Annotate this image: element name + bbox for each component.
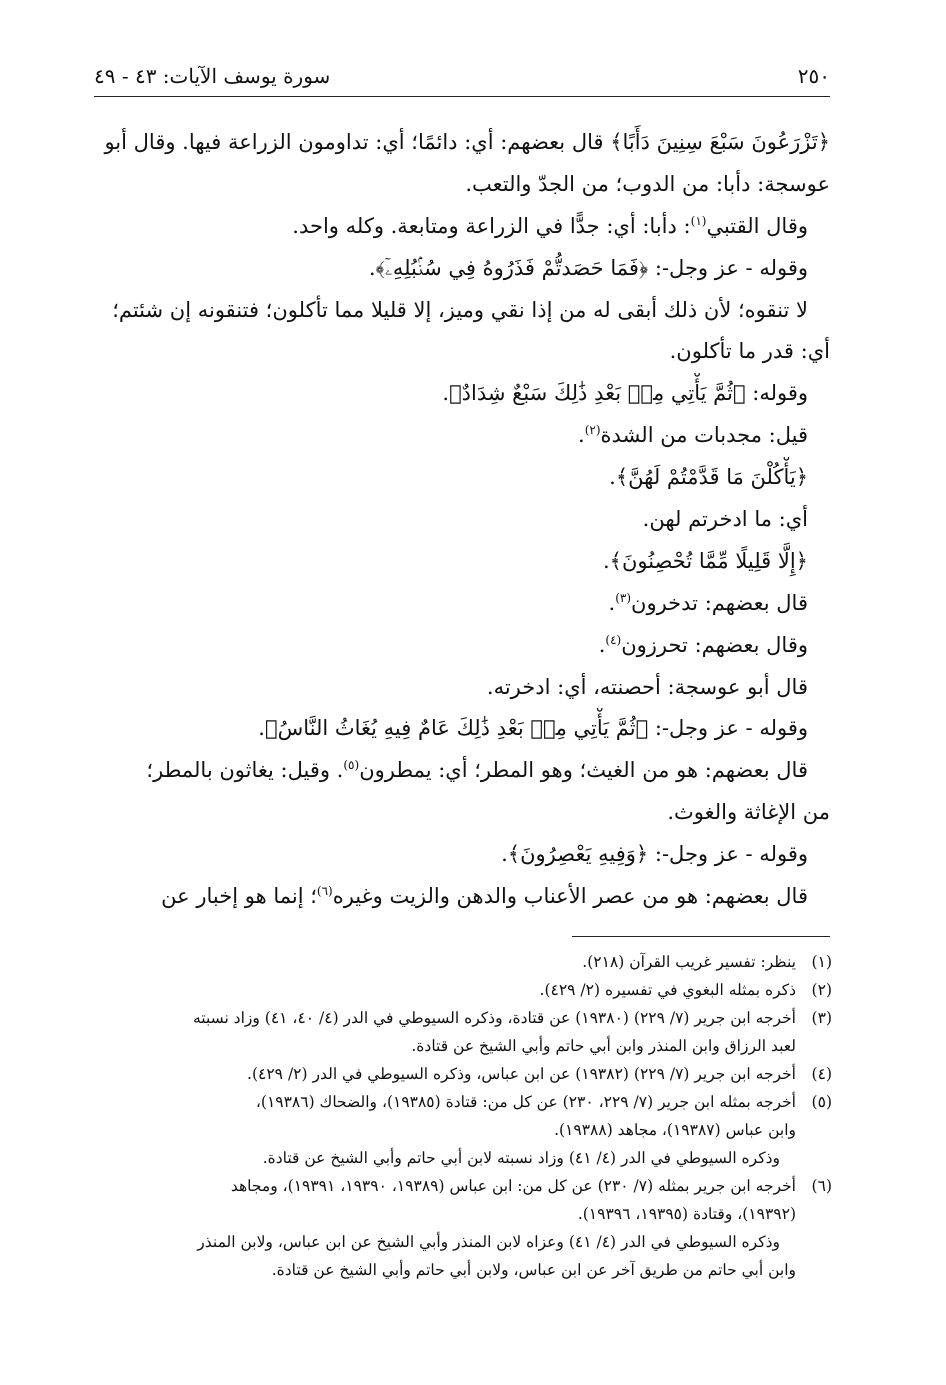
text-line: وقال بعضهم: تحرزون$^{(٤)}$. [598,632,808,657]
footnote-number: (٤) [811,1065,832,1083]
footnote-number: (٢) [811,981,832,999]
footnote-number: (٦) [811,1177,832,1195]
footnote-ref: (٥) [343,758,360,773]
text-line: أي: قدر ما تأكلون. [669,339,830,364]
footnote-number: (٥) [811,1093,832,1111]
page-header [94,62,830,97]
text-line: قال بعضهم: هو من عصر الأعناب والدهن والزيت وغيره$^{(٦)}$؛ إنما هو إخبار عن [161,884,808,909]
footnote-line: لعبد الرزاق وابن المنذر وابن أبي حاتم وأبي الشيخ عن قتادة. [411,1037,796,1055]
footnote-line: وذكره السيوطي في الدر (٤/ ٤١) وزاد نسبته لابن أبي حاتم وأبي الشيخ عن قتادة. [262,1149,780,1167]
footnote-ref: (٢) [584,423,601,438]
footnote-ref: (٤) [605,632,622,647]
footnote-line: (٢)ذكره بمثله البغوي في تفسيره (٢/ ٤٢٩). [92,976,832,1004]
main-text [96,122,830,918]
text-line: ﴿إِلَّا قَلِيلًا مِّمَّا تُحْصِنُونَ﴾. [603,548,808,573]
footnote-line: وابن أبي حاتم من طريق آخر عن ابن عباس، ولابن أبي حاتم وأبي الشيخ عن قتادة. [271,1261,796,1279]
text-line: وقوله - عز وجل-: ﴿فَمَا حَصَدتُّمْ فَذَرُوهُ فِي سُنۢبُلِهِۦٓ﴾. [368,255,808,280]
text-line: ﴿تَزْرَعُونَ سَبْعَ سِنِينَ دَأَبًا﴾ قال بعضهم: أي: دائمًا؛ أي: تداومون الزراعة فيها. وقال أبو [104,130,830,154]
footnote-ref: (١) [690,213,707,228]
text-line: من الإغاثة والغوث. [667,800,830,825]
footnotes [92,948,832,1284]
text-line: قال بعضهم: هو من الغيث؛ وهو المطر؛ أي: يمطرون$^{(٥)}$. وقيل: يغاثون بالمطر؛ [146,758,808,783]
footnote-line: (٦)أخرجه ابن جرير بمثله (٧/ ٢٣٠) عن كل من: ابن عباس (١٩٣٨٩، ١٩٣٩٠، ١٩٣٩١)، ومجاهد [92,1172,832,1200]
text-line: عوسجة: دأبا: من الدوب؛ من الجدّ والتعب. [465,171,830,196]
running-title: سورة يوسف الآيات: ٤٣ - ٤٩ [94,64,331,88]
footnote-ref: (٣) [615,590,632,605]
text-line: قيل: مجدبات من الشدة$^{(٢)}$. [578,423,808,448]
text-line: ﴿يَأْكُلْنَ مَا قَدَّمْتُمْ لَهُنَّ﴾. [609,465,808,490]
footnote-number: (١) [811,953,832,971]
text-line: قال بعضهم: تدخرون$^{(٣)}$. [608,590,808,615]
text-line: قال أبو عوسجة: أحصنته، أي: ادخرته. [486,674,808,699]
text-line: وقال القتبي$^{(١)}$: دأبا: أي: جدًّا في الزراعة ومتابعة. وكله واحد. [292,213,808,238]
footnote-line: (٥)أخرجه بمثله ابن جرير (٧/ ٢٢٩، ٢٣٠) عن كل من: قتادة (١٩٣٨٥)، والضحاك (١٩٣٨٦)، [92,1088,832,1116]
text-line: وقوله: ﴿ثُمَّ يَأْتِي مِنۢ بَعْدِ ذَٰلِكَ سَبْعٌ شِدَادٌ﴾. [442,381,808,406]
text-line: وقوله - عز وجل-: ﴿ثُمَّ يَأْتِي مِنۢ بَعْدِ ذَٰلِكَ عَامٌ فِيهِ يُغَاثُ النَّاسُ﴾. [258,716,808,741]
footnote-line: (٤)أخرجه ابن جرير (٧/ ٢٢٩) (١٩٣٨٢) عن ابن عباس، وذكره السيوطي في الدر (٢/ ٤٢٩). [92,1060,832,1088]
text-line: أي: ما ادخرتم لهن. [642,507,808,532]
text-line: وقوله - عز وجل-: ﴿وَفِيهِ يَعْصِرُونَ﴾. [501,842,808,867]
footnote-line: (٣)أخرجه ابن جرير (٧/ ٢٢٩) (١٩٣٨٠) عن قتادة، وذكره السيوطي في الدر (٤/ ٤٠، ٤١) وزاد نسبته [92,1004,832,1032]
footnote-line: (١)ينظر: تفسير غريب القرآن (٢١٨). [92,948,832,976]
footnote-ref: (٦) [316,884,333,899]
footnote-separator [572,936,830,937]
footnote-number: (٣) [811,1009,832,1027]
footnote-line: وابن عباس (١٩٣٨٧)، مجاهد (١٩٣٨٨). [554,1121,796,1139]
footnote-line: وذكره السيوطي في الدر (٤/ ٤١) وعزاه لابن المنذر وأبي الشيخ عن ابن عباس، ولابن المنذر [197,1233,780,1251]
page-number: ٢٥٠ [797,64,830,88]
text-line: لا تنقوه؛ لأن ذلك أبقى له من إذا نقي وميز، إلا قليلا مما تأكلون؛ فتنقونه إن شئتم؛ [112,297,808,322]
footnote-line: (١٩٣٩٢)، وقتادة (١٩٣٩٥، ١٩٣٩٦). [577,1205,796,1223]
